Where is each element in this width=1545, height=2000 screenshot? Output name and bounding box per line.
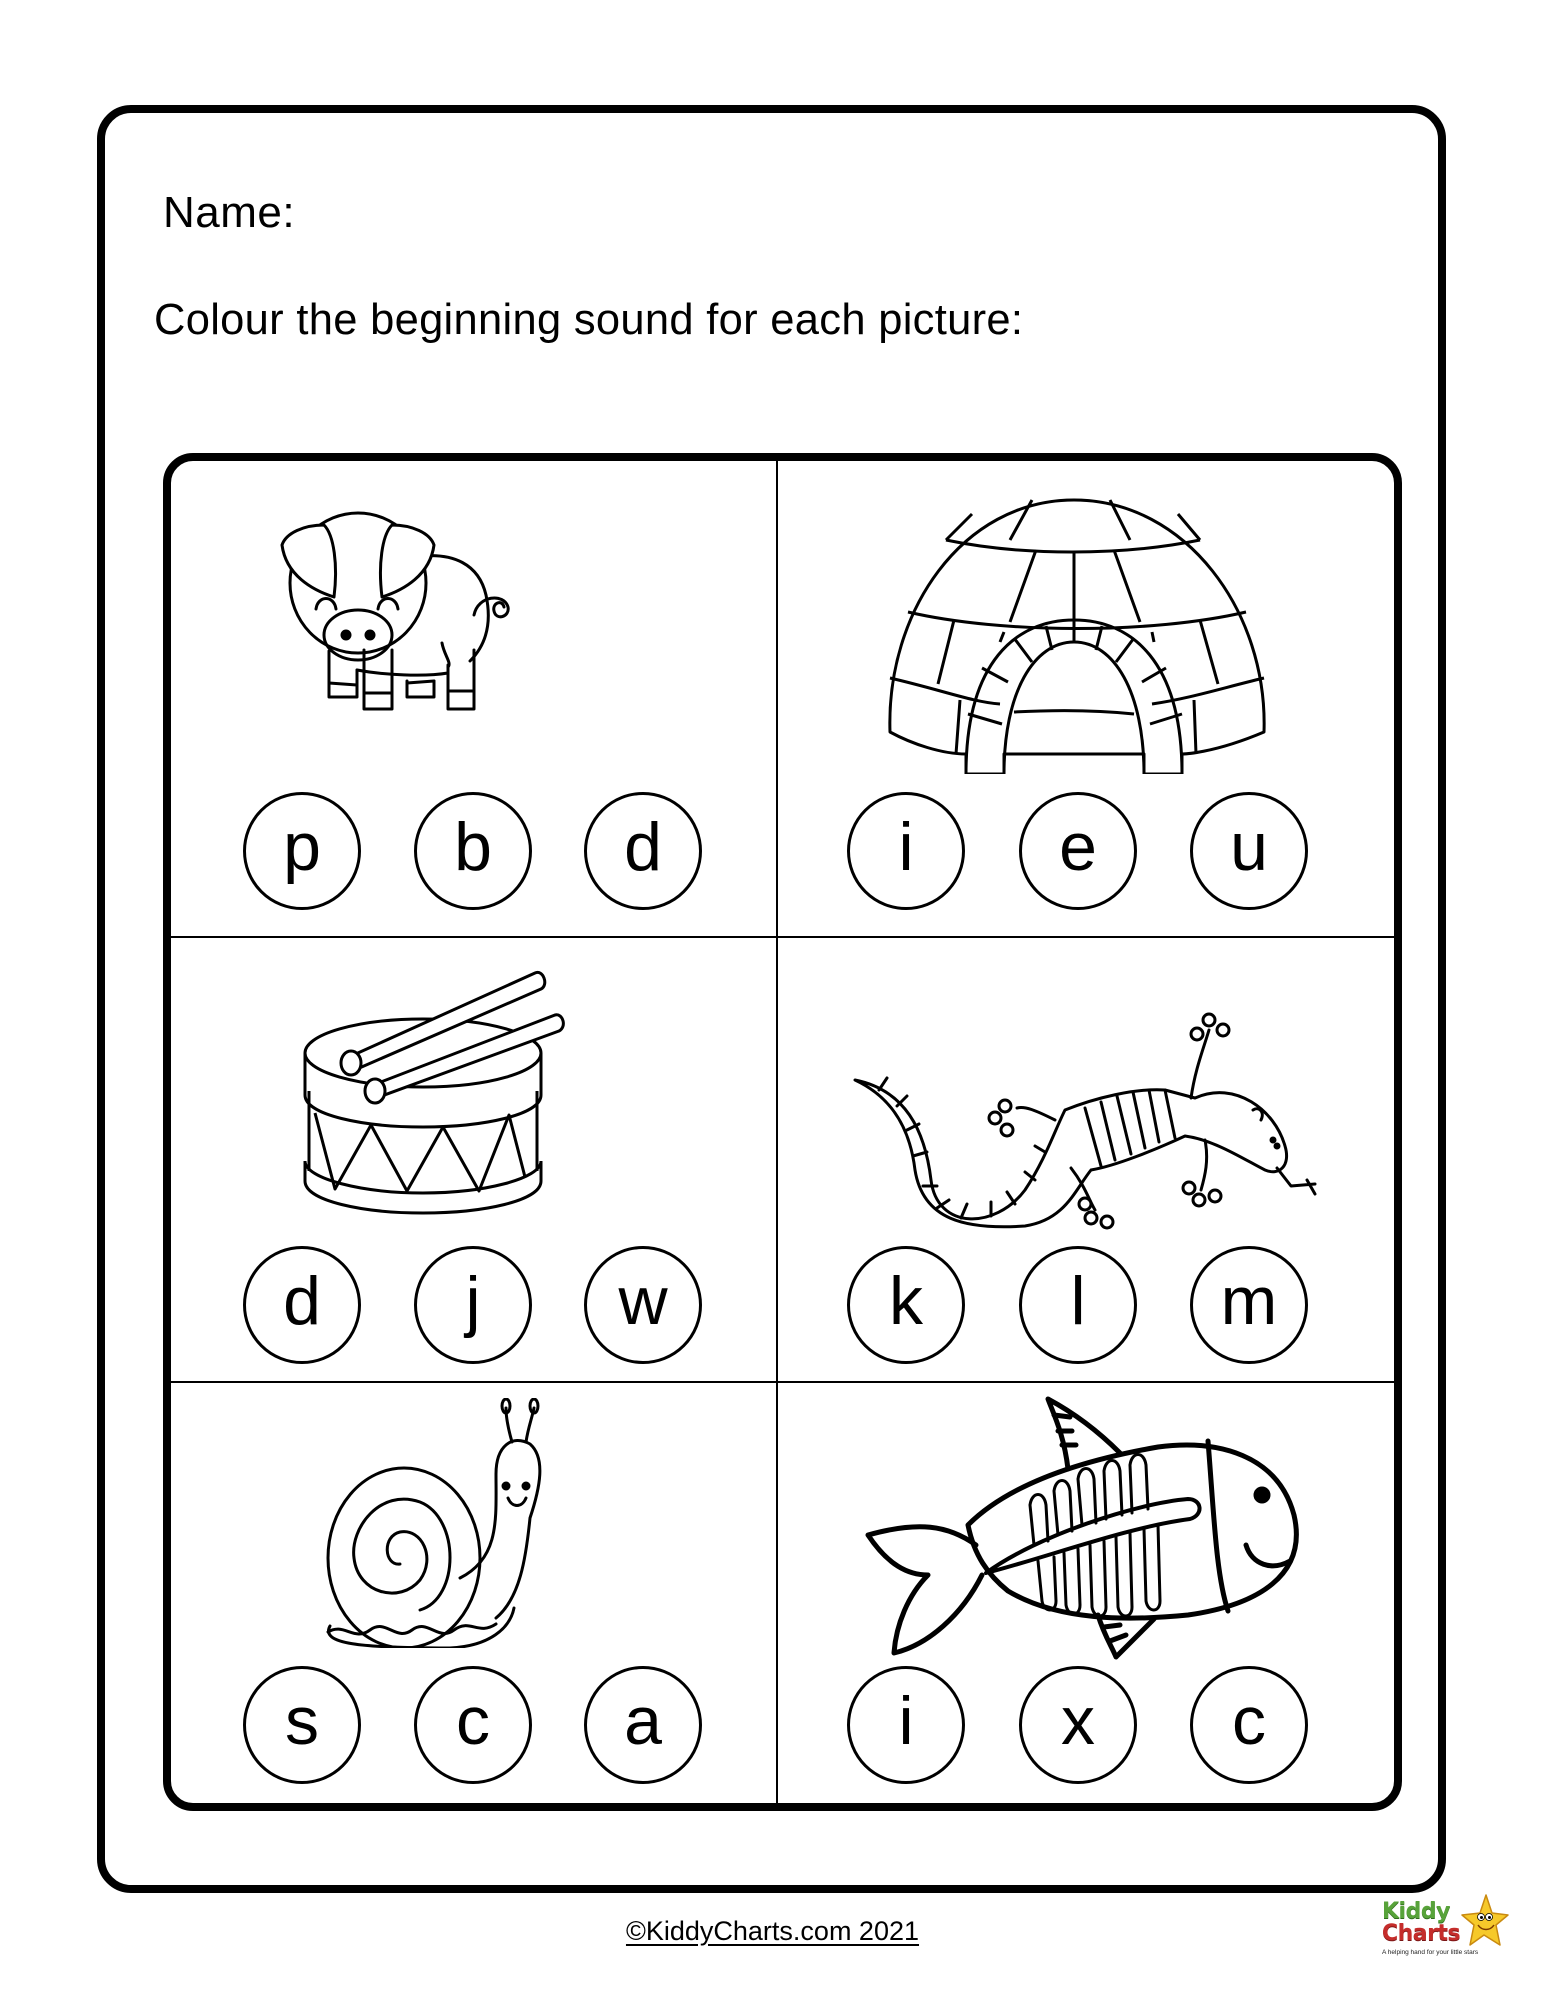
- letter-option-j[interactable]: j: [414, 1246, 532, 1364]
- xray-fish-icon: [858, 1395, 1318, 1660]
- igloo-icon: [882, 492, 1272, 774]
- logo-kiddy-text: Kiddy: [1382, 1899, 1450, 1924]
- copyright-text: ©KiddyCharts.com 2021: [625, 1916, 920, 1946]
- name-label: Name:: [163, 188, 296, 237]
- grid-horizontal-divider-1: [171, 936, 1394, 938]
- letter-option-w[interactable]: w: [584, 1246, 702, 1364]
- letter-option-i[interactable]: i: [847, 792, 965, 910]
- letter-option-b[interactable]: b: [414, 792, 532, 910]
- letter-option-u[interactable]: u: [1190, 792, 1308, 910]
- letter-option-s[interactable]: s: [243, 1666, 361, 1784]
- instruction-text: Colour the beginning sound for each picture:: [154, 296, 1024, 344]
- drum-icon: [303, 965, 683, 1215]
- letter-option-k[interactable]: k: [847, 1246, 965, 1364]
- logo-charts-text: Charts: [1382, 1921, 1461, 1946]
- letter-option-p[interactable]: p: [243, 792, 361, 910]
- logo-tagline: A helping hand for your little stars: [1382, 1949, 1479, 1956]
- letter-option-c[interactable]: c: [414, 1666, 532, 1784]
- kiddycharts-logo: [1380, 1893, 1510, 1965]
- letter-option-e[interactable]: e: [1019, 792, 1137, 910]
- star-icon: [1458, 1893, 1510, 1949]
- letter-option-d[interactable]: d: [584, 792, 702, 910]
- grid-horizontal-divider-2: [171, 1381, 1394, 1383]
- letter-option-a[interactable]: a: [584, 1666, 702, 1784]
- snail-icon: [300, 1398, 610, 1648]
- letter-option-d[interactable]: d: [243, 1246, 361, 1364]
- grid-vertical-divider: [776, 461, 778, 1803]
- pig-icon: [264, 495, 524, 711]
- letter-option-l[interactable]: l: [1019, 1246, 1137, 1364]
- copyright-link[interactable]: [0, 1914, 1545, 1948]
- letter-option-i[interactable]: i: [847, 1666, 965, 1784]
- letter-option-x[interactable]: x: [1019, 1666, 1137, 1784]
- lizard-icon: [845, 990, 1325, 1230]
- letter-option-c[interactable]: c: [1190, 1666, 1308, 1784]
- letter-option-m[interactable]: m: [1190, 1246, 1308, 1364]
